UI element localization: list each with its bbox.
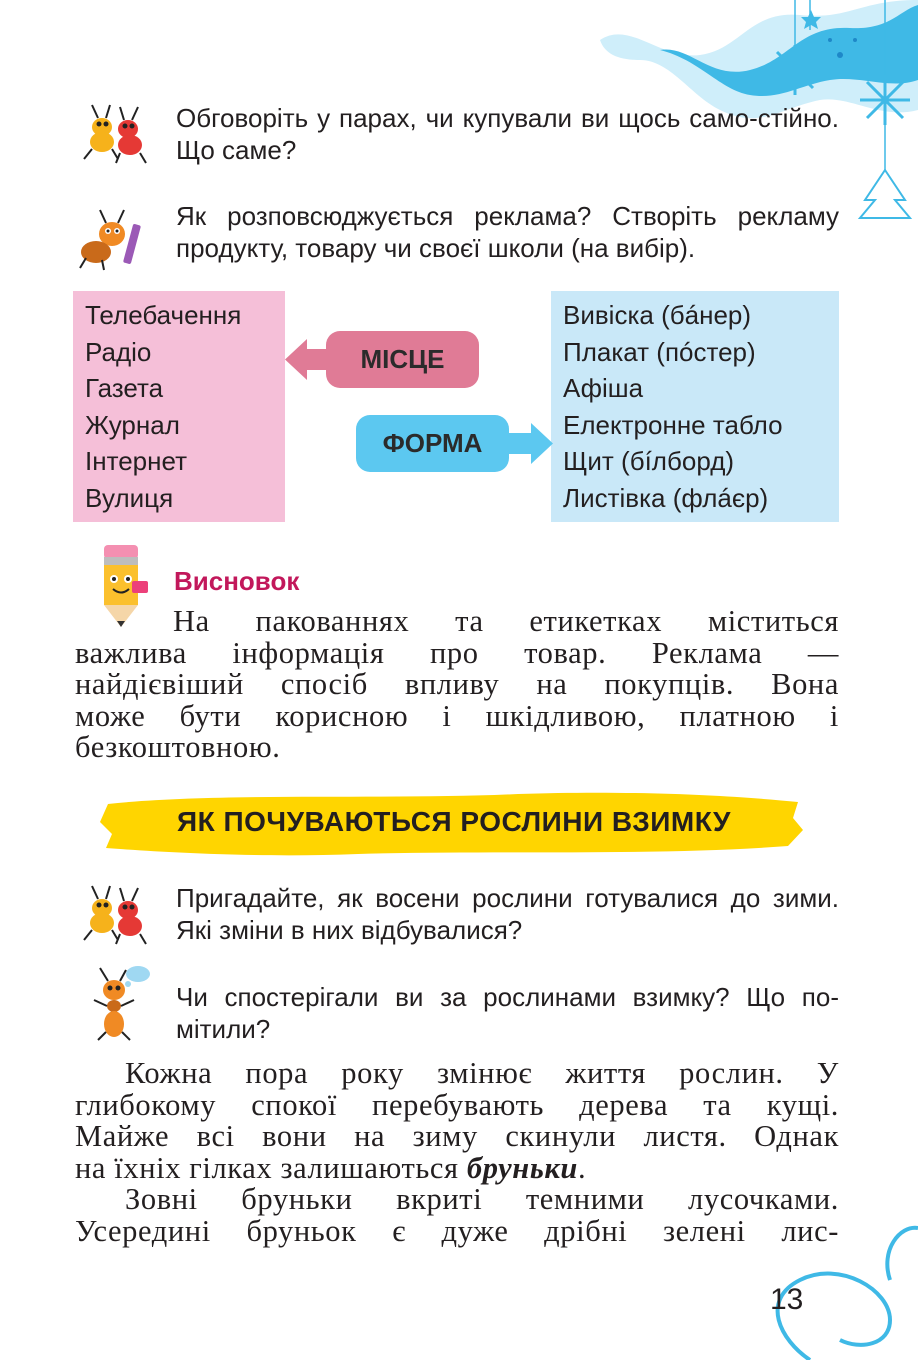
form-label: ФОРМА (356, 415, 509, 472)
ant-thinking-icon (88, 962, 152, 1042)
page-number: 13 (770, 1283, 804, 1316)
places-box (73, 291, 285, 522)
body-text (75, 1058, 839, 1247)
forms-box (551, 291, 839, 522)
list-item: Плакат (пóстер) (563, 336, 756, 367)
list-item: Афіша (563, 373, 644, 403)
task-text: Як розповсюджується реклама? Створіть рекламу продукту, товару чи своєї школи (на вибір). (176, 201, 839, 263)
text-line: глибокому спокої перебувають дерева та кущі. (75, 1087, 839, 1122)
text-line: найдієвіший спосіб впливу на покупців. Вона (75, 667, 839, 701)
list-item: Газета (85, 373, 164, 403)
list-item: Журнал (85, 409, 180, 440)
ant-with-pencil-icon (76, 204, 146, 272)
emphasis-term: бруньки (466, 1150, 578, 1185)
list-item: Інтернет (85, 446, 187, 476)
task-text: Обговоріть у парах, чи купували ви щось само-стійно. Що саме? (176, 103, 839, 165)
forms-list (563, 297, 783, 516)
place-label: МІСЦЕ (326, 331, 479, 388)
conclusion-heading: Висновок (174, 566, 300, 596)
text-line: Майже всі вони на зиму скинули листя. Однак (75, 1119, 839, 1153)
list-item: Електронне табло (563, 409, 783, 440)
page-number-swirl (740, 1220, 918, 1360)
text-line: важлива інформація про товар. Реклама — (75, 635, 839, 670)
list-item: Вулиця (85, 482, 174, 513)
text-line: Зовні бруньки вкриті темними лусочками. (125, 1182, 839, 1216)
places-list (85, 297, 241, 516)
task-text: Чи спостерігали ви за рослинами взимку? Що по-мітили? (176, 982, 839, 1044)
christmas-tree-icon (860, 170, 910, 218)
form-arrow-icon (505, 415, 553, 472)
list-item: Радіо (85, 336, 152, 367)
task-text: Пригадайте, як восени рослини готувалися до зими. Які зміни в них відбувалися? (176, 883, 839, 945)
two-ants-icon (80, 97, 152, 165)
list-item: Вивіска (бáнер) (563, 300, 752, 330)
snowflake-icon (770, 45, 820, 95)
text-line: безкоштовною. (75, 730, 281, 764)
text-line (75, 1150, 839, 1185)
text-line: Усередині бруньок є дуже дрібні зелені лис- (75, 1213, 839, 1248)
conclusion-text (75, 606, 839, 764)
text-span: . (578, 1150, 587, 1185)
two-ants-icon (80, 878, 152, 946)
snowflake-icon (860, 75, 910, 125)
text-line: може бути корисною і шкідливою, платною і (75, 698, 839, 733)
list-item: Листівка (флáєр) (563, 482, 769, 513)
text-line: Кожна пора року змінює життя рослин. У (125, 1056, 839, 1090)
text-span: на їхніх гілках залишаються (75, 1150, 467, 1185)
section-title: ЯК ПОЧУВАЮТЬСЯ РОСЛИНИ ВЗИМКУ (177, 806, 731, 837)
list-item: Щит (бíлборд) (563, 446, 735, 476)
text-line: На пакованнях та етикетках міститься (173, 604, 839, 638)
list-item: Телебачення (85, 300, 242, 330)
